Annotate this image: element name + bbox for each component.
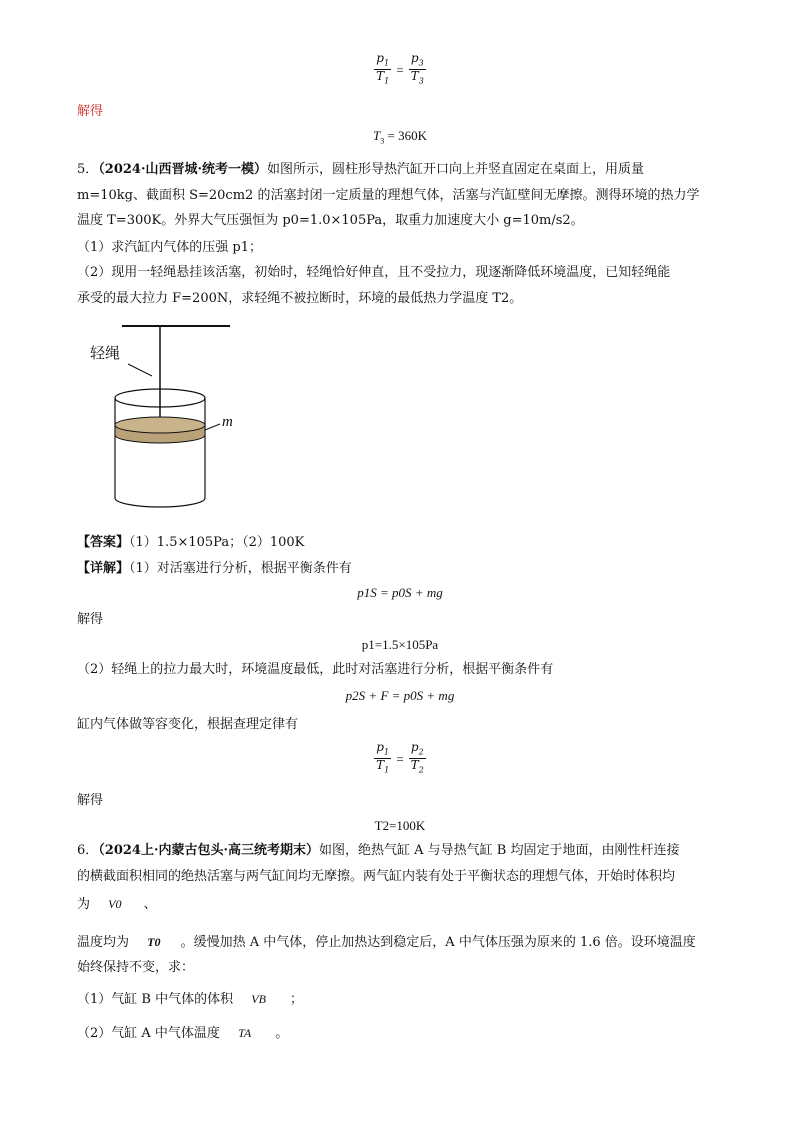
q5-answer: 【答案】（1）1.5×105Pa；（2）100K xyxy=(77,535,305,550)
q5-line1: 5．（2024·山西晋城·统考一模）如图所示，圆柱形导热汽缸开口向上并竖直固定在桌面上，用质量 xyxy=(77,162,645,177)
q6-line2: 的横截面积相同的绝热活塞与两气缸间均无摩擦。两气缸内装有处于平衡状态的理想气体，开始时体积均 xyxy=(77,869,676,884)
v0-symbol: V0 xyxy=(108,897,122,911)
rope-label: 轻绳 xyxy=(90,344,121,362)
q5-eq3: $\frac{p_1}{T_1}$ = $\frac{p_2}{T_2}$ xyxy=(376,740,424,775)
ta-symbol: TA xyxy=(238,1026,252,1040)
equation-top: $\frac{p_1}{T_1}$ = $\frac{p_3}{T_3}$ xyxy=(376,51,424,86)
fraction-right: $\frac{p_3}{T_3}$ xyxy=(410,51,424,86)
q6-line3: 为 V0 、 xyxy=(77,897,157,912)
q6-line4: 温度均为 T0 。缓慢加热 A 中气体，停止加热达到稳定后，A 中气体压强为原来的 1.6 倍。设环境温度 xyxy=(77,935,696,950)
q5-detail1: 【详解】（1）对活塞进行分析，根据平衡条件有 xyxy=(77,561,352,576)
q6-sub1: （1）气缸 B 中气体的体积 VB ； xyxy=(77,992,304,1007)
t0-symbol: T0 xyxy=(147,935,161,949)
vb-symbol: VB xyxy=(251,992,266,1006)
t3-result: $T_3 = 360K$ xyxy=(373,128,427,146)
cylinder-bottom xyxy=(115,498,205,507)
q5-eq2: p2S + F = p0S + mg xyxy=(345,688,455,703)
q5-sub2-line1: （2）现用一轻绳悬挂该活塞，初始时，轻绳恰好伸直，且不受拉力，现逐渐降低环境温度，已知轻绳能 xyxy=(77,265,671,280)
rope-pointer xyxy=(128,364,152,376)
q5-jiede2: 解得 xyxy=(77,793,104,808)
q6-line1: 6．（2024上·内蒙古包头·高三统考期末）如图，绝热气缸 A 与导热气缸 B 均固定于地面，由刚性杆连接 xyxy=(77,843,680,858)
q5-detail3: 缸内气体做等容变化，根据查理定律有 xyxy=(77,717,299,732)
q5-line2: m=10kg、截面积 S=20cm2 的活塞封闭一定质量的理想气体，活塞与汽缸壁间无摩擦。测得环境的热力学 xyxy=(77,188,700,203)
q5-sub1: （1）求汽缸内气体的压强 p1； xyxy=(77,240,262,255)
q5-sub2-line2: 承受的最大拉力 F=200N，求轻绳不被拉断时，环境的最低热力学温度 T2。 xyxy=(77,291,523,306)
q6-line5: 始终保持不变，求： xyxy=(77,960,195,975)
mass-label: m xyxy=(222,414,233,430)
cylinder-figure xyxy=(80,320,260,520)
q5-jiede1: 解得 xyxy=(77,612,104,627)
q5-detail2: （2）轻绳上的拉力最大时，环境温度最低，此时对活塞进行分析，根据平衡条件有 xyxy=(77,662,554,677)
q5-eq1: p1S = p0S + mg xyxy=(357,585,443,600)
q5-t2-result: T2=100K xyxy=(374,818,426,833)
fraction-left: $\frac{p_1}{T_1}$ xyxy=(376,51,390,86)
q6-sub2: （2）气缸 A 中气体温度 TA 。 xyxy=(77,1026,289,1041)
q5-line3: 温度 T=300K。外界大气压强恒为 p0=1.0×105Pa，取重力加速度大小 g=10m/s2。 xyxy=(77,213,584,228)
mass-pointer xyxy=(205,424,220,430)
q5-p1-result: p1=1.5×105Pa xyxy=(361,637,439,652)
piston-top xyxy=(115,417,205,433)
jiede-label-red: 解得 xyxy=(77,104,104,119)
